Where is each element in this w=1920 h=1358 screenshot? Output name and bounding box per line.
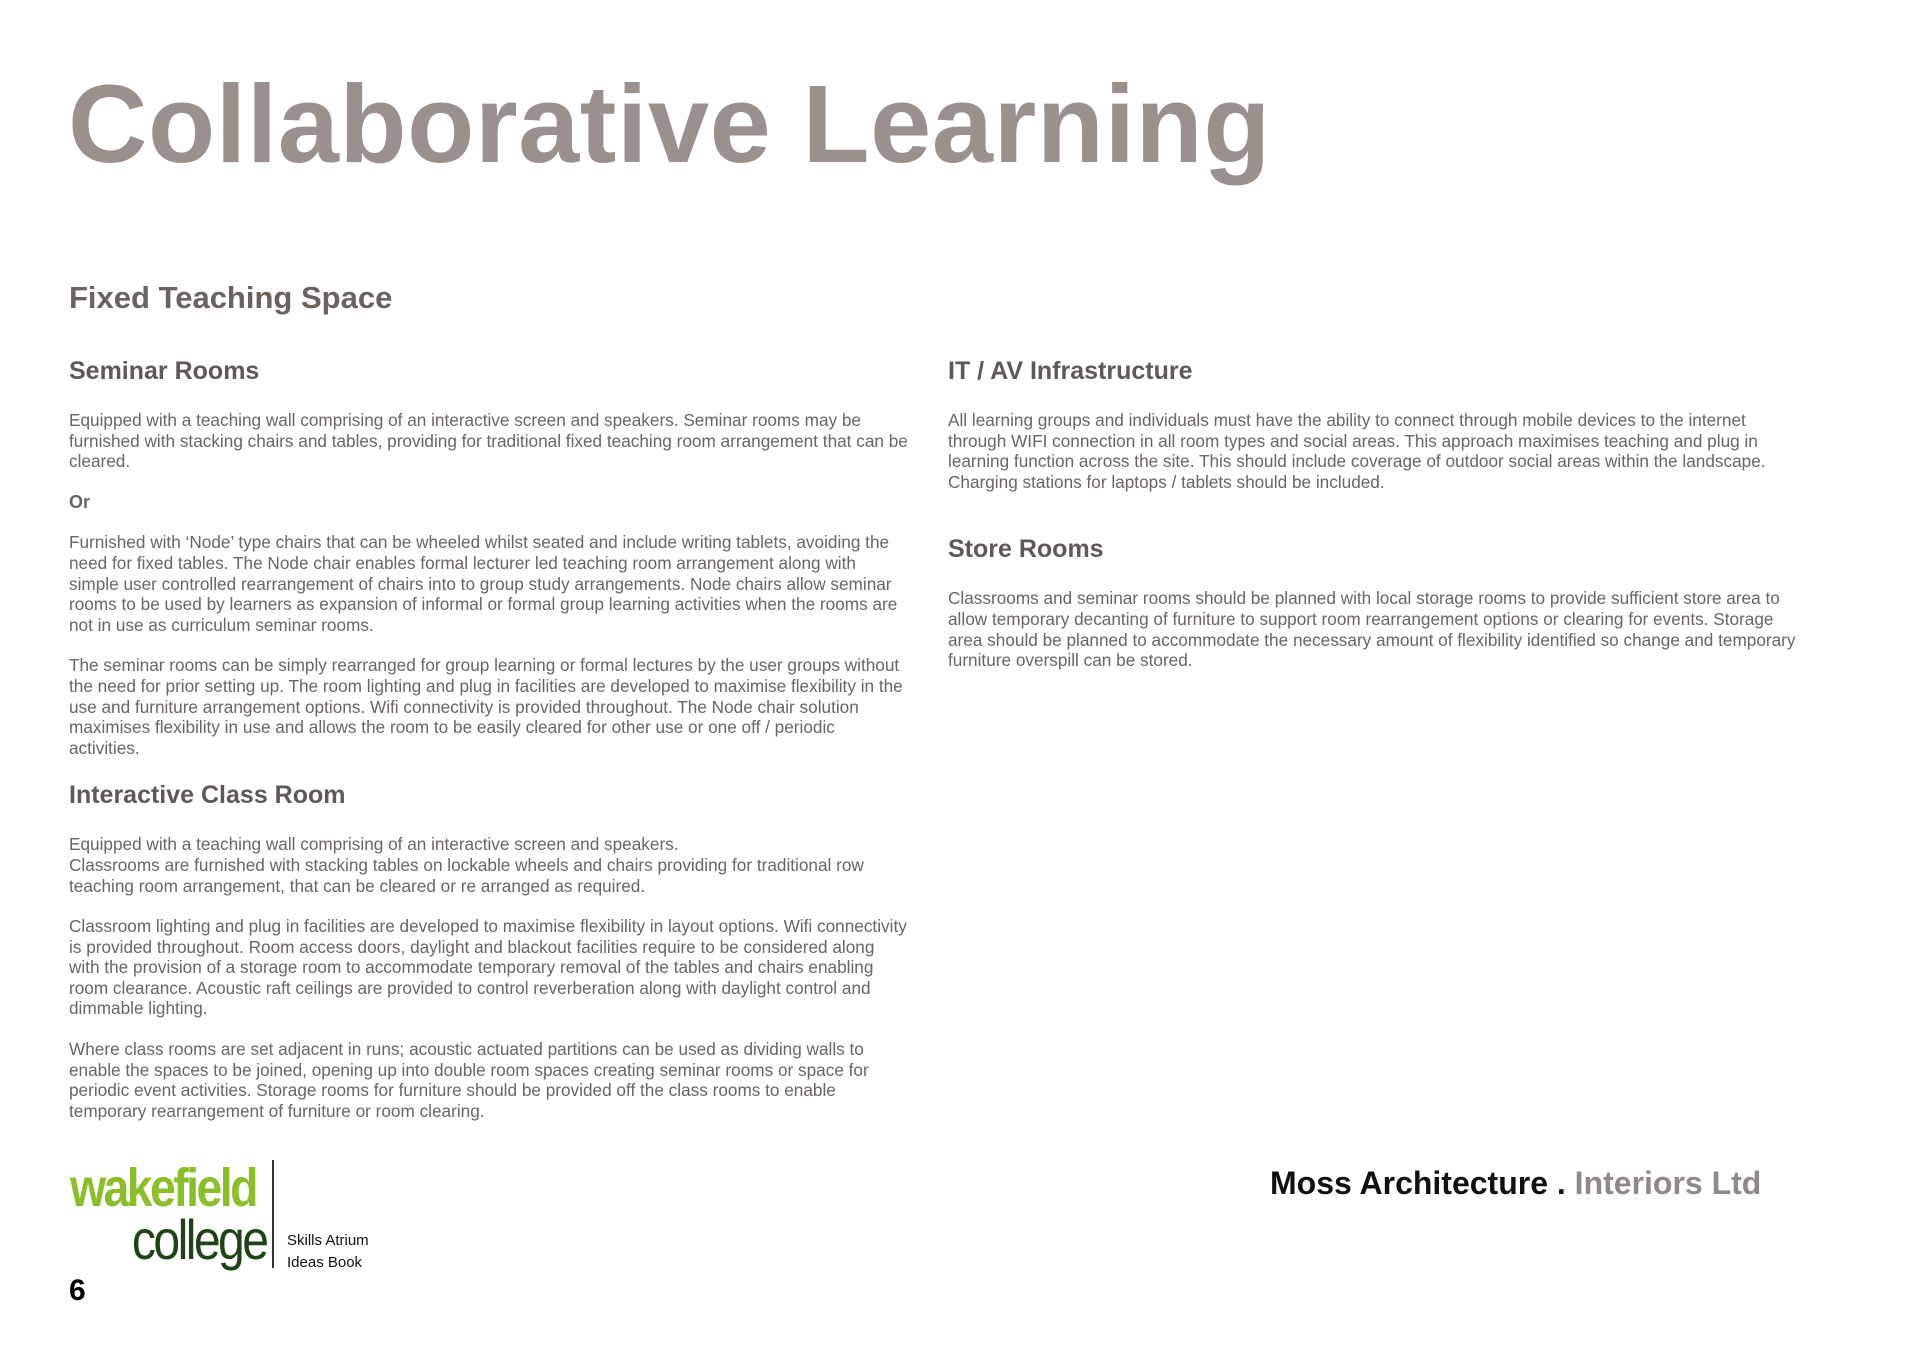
it-av-heading: IT / AV Infrastructure: [948, 357, 1193, 385]
brand-main-text: Moss Architecture .: [1270, 1165, 1566, 1201]
store-rooms-heading: Store Rooms: [948, 535, 1104, 564]
classroom-paragraph-2: Classroom lighting and plug in facilities are developed to maximise flexibility in layout options. Wifi connectivity is provided throughout. Room access doors, daylight and blackout facilities require to be considered along with the provision of a storage room to accommodate temporary removal of the tables and chairs enabling room clearance. Acoustic raft ceilings are provided to control reverberation along with daylight control and dimmable lighting.: [69, 916, 907, 1019]
it-av-paragraph: All learning groups and individuals must have the ability to connect through mobile devices to the internet through WIFI connection in all room types and social areas. This approach maximises teaching and plug in learning function across the site. This should include coverage of outdoor social areas within the landscape. Charging stations for laptops / tablets should be included.: [948, 410, 1766, 492]
wakefield-college-logo: [70, 1160, 276, 1270]
classroom-paragraph-1a: Equipped with a teaching wall comprising of an interactive screen and speakers.: [69, 834, 679, 855]
seminar-paragraph-2: Furnished with ‘Node’ type chairs that can be wheeled whilst seated and include writing tablets, avoiding the need for fixed tables. The Node chair enables formal lecturer led teaching room arrangement along with simple user controlled rearrangement of chairs into to group study arrangements. Node chairs allow seminar rooms to be used by learners as expansion of informal or formal group learning activities when the rooms are not in use as curriculum seminar rooms.: [69, 532, 898, 635]
logo-wakefield-text: wakefield: [70, 1158, 256, 1218]
classroom-paragraph-3: Where class rooms are set adjacent in runs; acoustic actuated partitions can be used as dividing walls to enable the spaces to be joined, opening up into double room spaces creating seminar rooms or space for periodic event activities. Storage rooms for furniture should be provided off the class rooms to enable temporary rearrangement of furniture or room clearing.: [69, 1039, 869, 1121]
seminar-or-label: Or: [69, 491, 91, 512]
seminar-paragraph-1: Equipped with a teaching wall comprising of an interactive screen and speakers. Seminar rooms may be furnished with stacking chairs and tables, providing for traditional fixed teaching room arrangement that can be cleared.: [69, 410, 908, 472]
seminar-paragraph-3: The seminar rooms can be simply rearranged for group learning or formal lectures by the user groups without the need for prior setting up. The room lighting and plug in facilities are developed to maximise flexibility in the use and furniture arrangement options. Wifi connectivity is provided throughout. The Node chair solution maximises flexibility in use and allows the room to be easily cleared for other use or one off / periodic activities.: [69, 655, 903, 758]
store-rooms-paragraph: Classrooms and seminar rooms should be planned with local storage rooms to provide sufficient store area to allow temporary decanting of furniture to support room rearrangement options or clearing for events. Storage area should be planned to accommodate the necessary amount of flexibility identified so change and temporary furniture overspill can be stored.: [948, 588, 1796, 671]
seminar-rooms-heading: Seminar Rooms: [69, 357, 260, 385]
logo-college-text: college: [131, 1208, 266, 1271]
classroom-paragraph-1b: Classrooms are furnished with stacking tables on lockable wheels and chairs providing for traditional row teaching room arrangement, that can be cleared or re arranged as required.: [69, 854, 864, 896]
company-brand: [1270, 1165, 1761, 1202]
book-label: [287, 1230, 369, 1274]
brand-sub-text: Interiors Ltd: [1574, 1165, 1762, 1201]
book-label-line-2: Ideas Book: [287, 1254, 363, 1271]
logo-divider: [272, 1160, 274, 1268]
right-column: [948, 356, 1798, 671]
page-number: 6: [69, 1274, 86, 1307]
left-column: [69, 356, 909, 1121]
book-label-line-1: Skills Atrium: [287, 1232, 369, 1249]
section-title: Fixed Teaching Space: [69, 280, 393, 315]
interactive-classroom-heading: Interactive Class Room: [69, 781, 346, 810]
page-title: Collaborative Learning: [68, 63, 1271, 186]
